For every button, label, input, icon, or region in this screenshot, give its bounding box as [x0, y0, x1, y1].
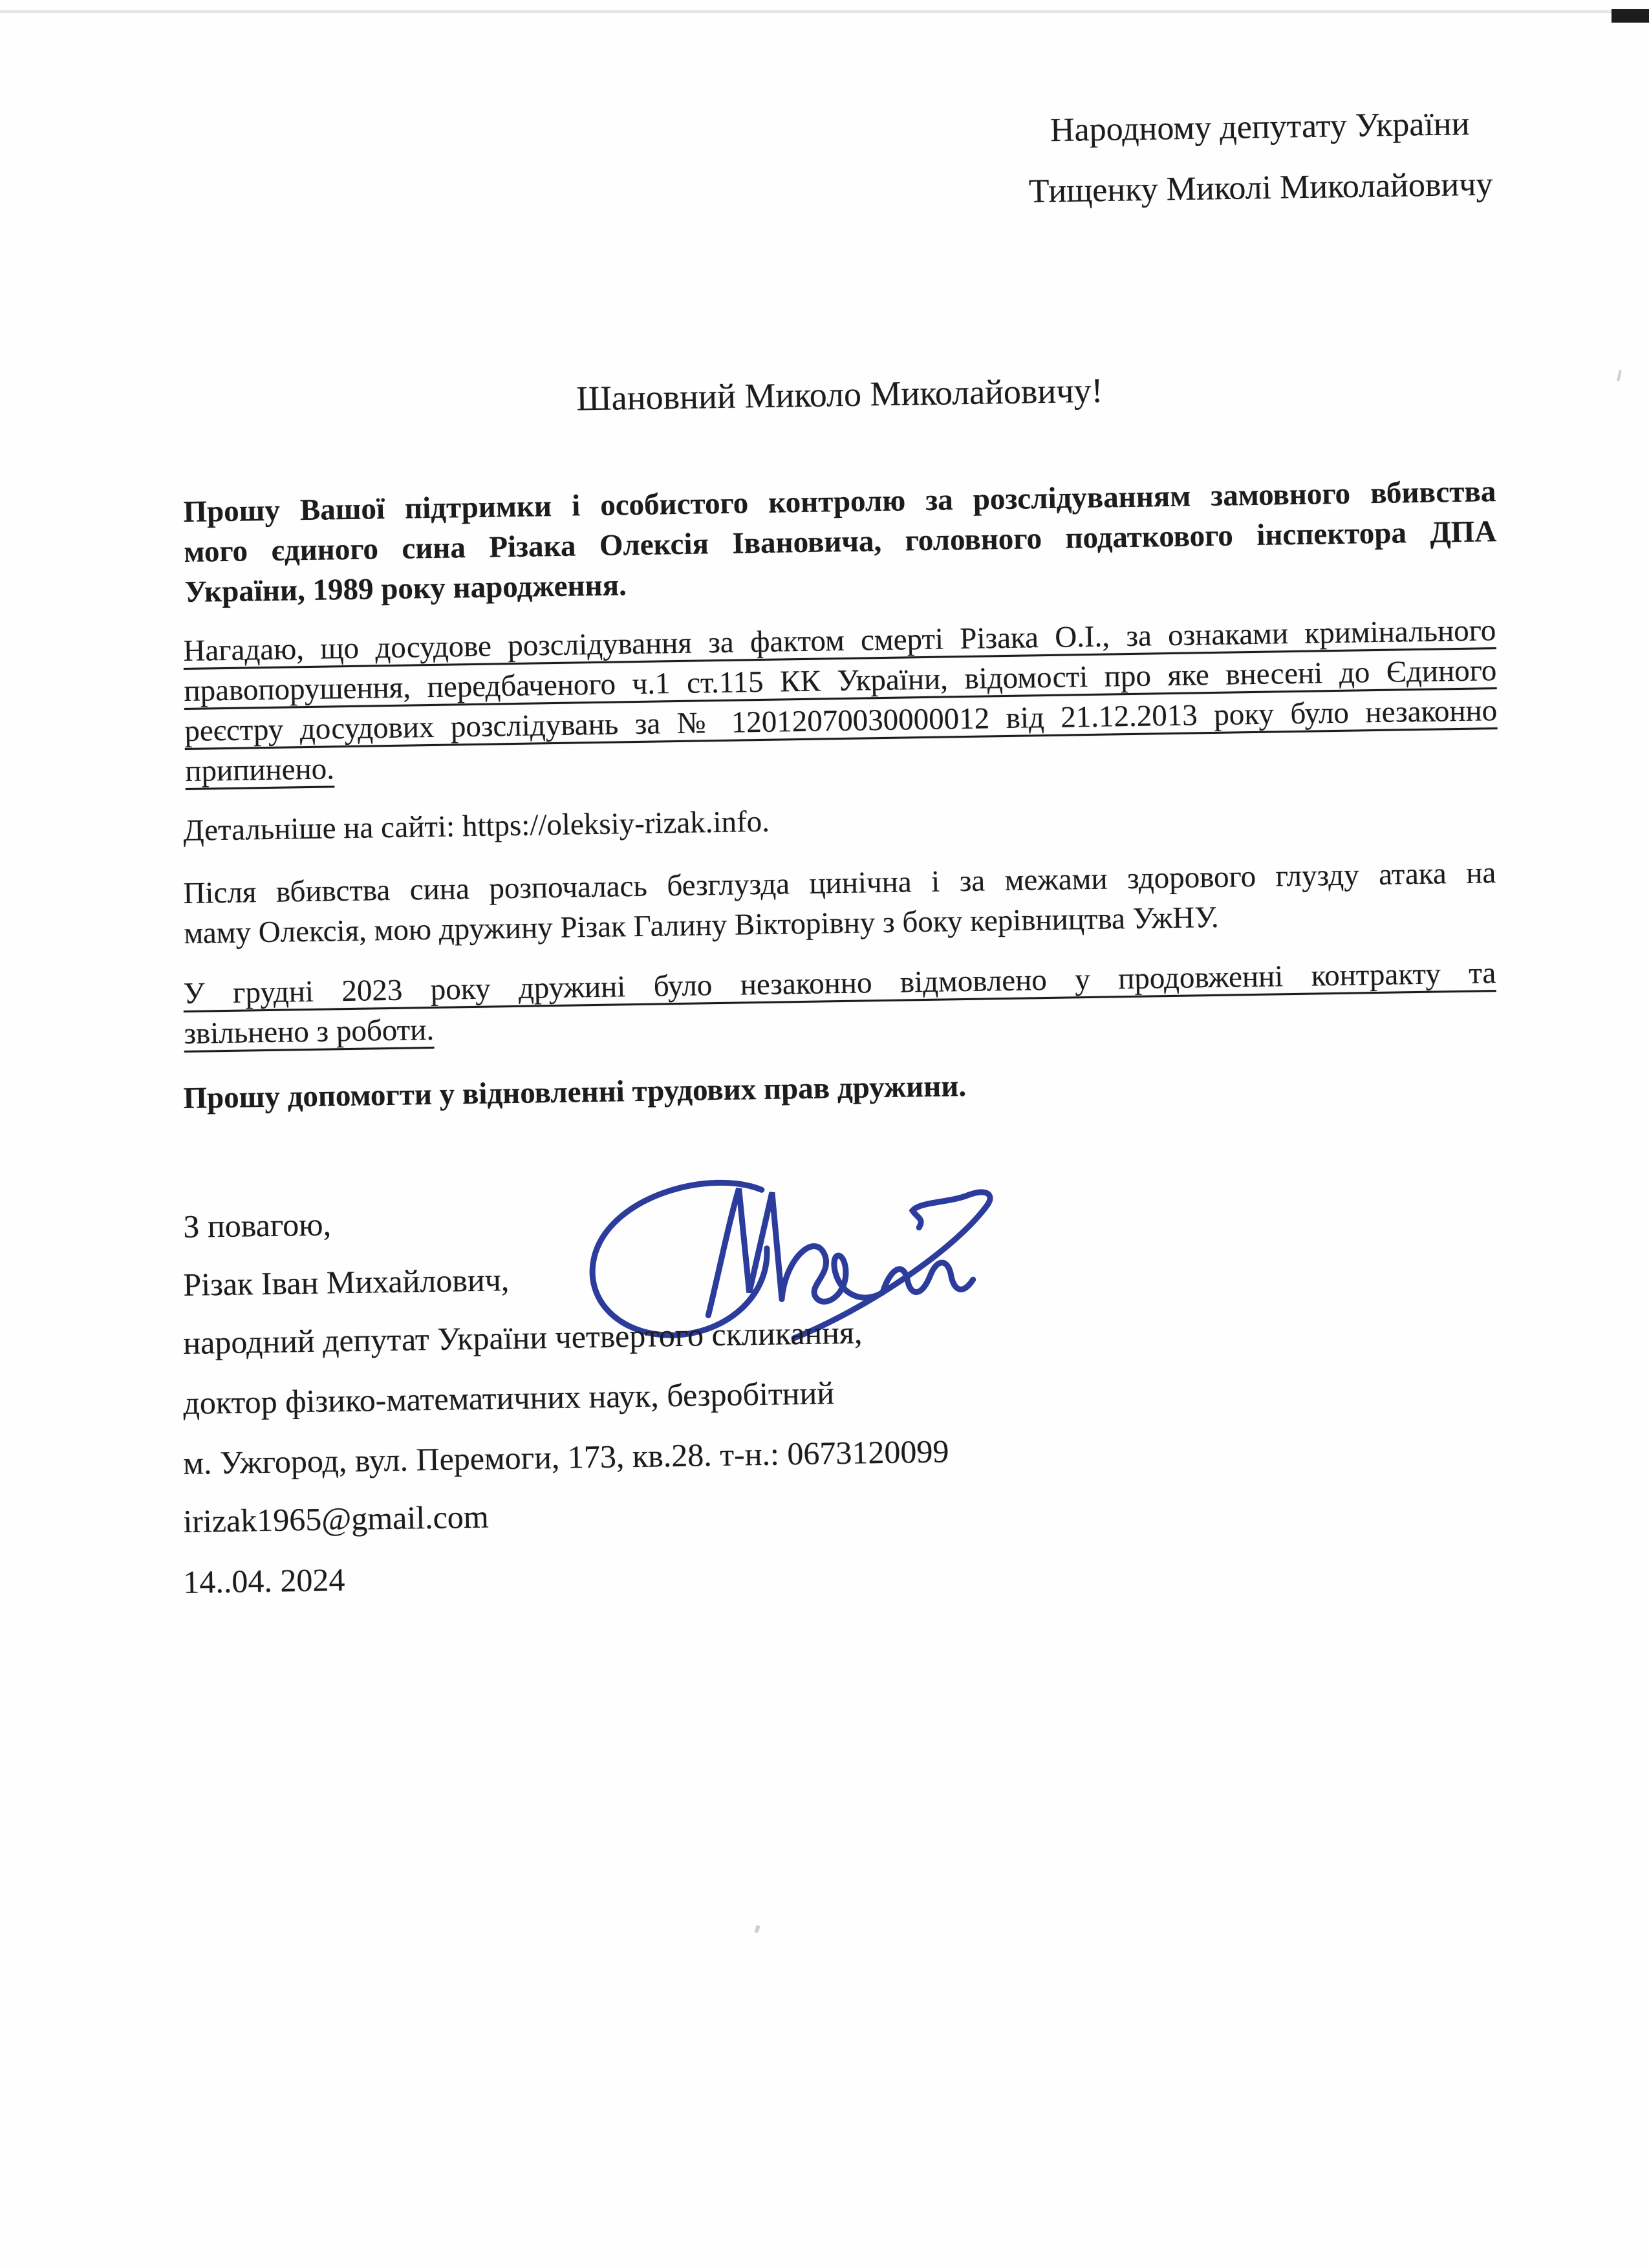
- scan-speckle: [1617, 370, 1622, 381]
- website-line: Детальніше на сайті: https://oleksiy-rizak.info.: [183, 804, 770, 848]
- paragraph-help-request: [183, 1058, 1496, 1118]
- closing-address-phone: м. Ужгород, вул. Перемоги, 173, кв.28. т-н.: 0673120099: [182, 1433, 949, 1481]
- paragraph-reminder: [183, 610, 1498, 791]
- paragraph-line: Нагадаю, що досудове розслідування за фактом смерті Різака О.І., за ознаками кримінального: [183, 614, 1496, 668]
- paragraph-line: У грудні 2023 року дружині було незаконно відмовлено у продовженні контракту та: [183, 956, 1496, 1011]
- paragraph-attack: [183, 853, 1497, 954]
- paragraph-line: правопорушення, передбаченого ч.1 ст.115 КК України, відомості про яке внесені до Єдиного: [184, 654, 1497, 708]
- closing-degree: доктор фізико-математичних наук, безробітний: [182, 1375, 835, 1421]
- paragraph-line: реєстру досудових розслідувань за № 12012070030000012 від 21.12.2013 року було незаконно: [184, 694, 1498, 748]
- scan-speckle: [754, 1925, 760, 1933]
- paragraph-line: Прошу Вашої підтримки і особистого контролю за розслідуванням замовного вбивства: [183, 475, 1496, 529]
- paragraph-line: припинено.: [185, 752, 335, 788]
- recipient-line-1: Народному депутату України: [1050, 105, 1470, 149]
- closing-name: Різак Іван Михайлович,: [182, 1261, 510, 1303]
- paragraph-request: [183, 471, 1498, 612]
- paragraph-line: Після вбивства сина розпочалась безглузда цинічна і за межами здорового глузду атака на: [183, 856, 1496, 910]
- salutation: Шановний Миколо Миколайовичу!: [576, 370, 1103, 418]
- paragraph-line: маму Олексія, мою дружину Різак Галину Вікторівну з боку керівництва УжНУ.: [184, 900, 1219, 950]
- paragraph-line: мого єдиного сина Різака Олексія Івановича, головного податкового інспектора ДПА: [184, 515, 1497, 569]
- recipient-line-2: Тищенку Миколі Миколайовичу: [1028, 166, 1493, 210]
- scan-edge-artifact: [0, 10, 1617, 13]
- closing-date: 14..04. 2024: [182, 1561, 345, 1600]
- paragraph-dismissal: [183, 953, 1497, 1054]
- closing-role: народний депутат України четвертого скликання,: [182, 1314, 863, 1361]
- closing-regards: З повагою,: [182, 1206, 332, 1245]
- closing-email: irizak1965@gmail.com: [182, 1498, 490, 1539]
- recipient-block: [1018, 93, 1502, 222]
- paragraph-line: Прошу допомогти у відновленні трудових прав дружини.: [183, 1069, 967, 1115]
- paragraph-line: України, 1989 року народження.: [184, 568, 627, 609]
- paragraph-line: звільнено з роботи.: [184, 1012, 435, 1051]
- signature-stroke-zigzag: [708, 1188, 782, 1315]
- scan-corner-artifact: [1611, 9, 1649, 23]
- paragraph-website: [183, 790, 1496, 851]
